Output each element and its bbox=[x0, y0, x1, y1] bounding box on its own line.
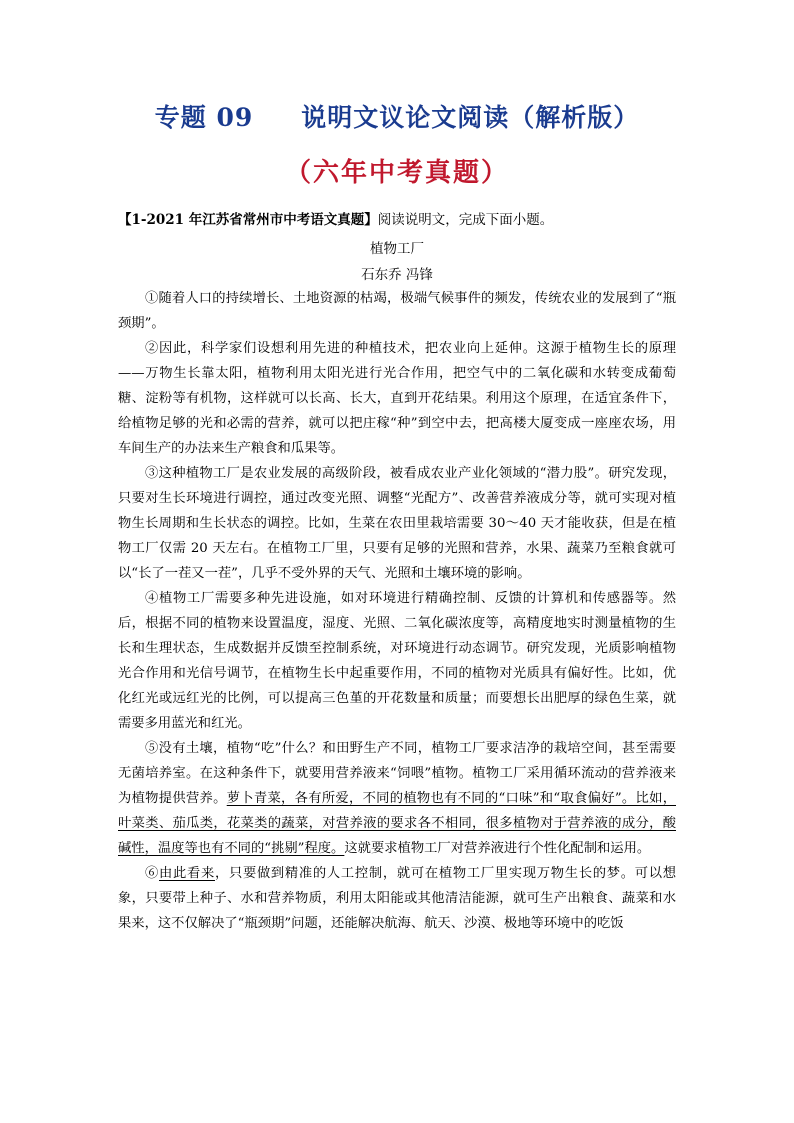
paragraph-5-underlined: 萝卜青菜，各有所爱，不同的植物也有不同的“口味”和“取食偏好”。比如，叶菜类、茄瓜类，花菜类的蔬菜，对营养液的要求各不相同，很多植物对于营养液的成分，酸碱性，温度等也有不同的“挑剔”程度。 bbox=[118, 791, 676, 856]
question-source: 【1-2021 年江苏省常州市中考语文真题】 bbox=[118, 212, 378, 228]
page-title bbox=[0, 98, 794, 134]
paragraph-6 bbox=[118, 861, 676, 936]
paragraph-2: ②因此，科学家们设想利用先进的种植技术，把农业向上延伸。这源于植物生长的原理——万物生长靠太阳，植物利用太阳光进行光合作用，把空气中的二氧化碳和水转变成葡萄糖、淀粉等有机物，这样就可以长高、长大，直到开花结果。利用这个原理，在适宜条件下，给植物足够的光和必需的营养，就可以把庄稼“种”到空中去，把高楼大厦变成一座座农场，用车间生产的办法来生产粮食和瓜果等。 bbox=[118, 341, 676, 456]
article-body bbox=[118, 286, 676, 936]
paragraph-3: ③这种植物工厂是农业发展的高级阶段，被看成农业产业化领域的“潜力股”。研究发现，只要对生长环境进行调控，通过改变光照、调整“光配方”、改善营养液成分等，就可实现对植物生长周期和生长状态的调控。比如，生菜在农田里栽培需要 30～40 天才能收获，但是在植物工厂仅需 20 天左右。在植物工厂里，只要有足够的光照和营养，水果、蔬菜乃至粮食就可以“长了一茬又一茬”，几乎不受外界的天气、光照和土壤环境的影响。 bbox=[118, 466, 676, 581]
paragraph-1: ①随着人口的持续增长、土地资源的枯竭，极端气候事件的频发，传统农业的发展到了“瓶颈期”。 bbox=[118, 291, 676, 331]
paragraph-6-text: ，只要做到精准的人工控制，就可在植物工厂里实现万物生长的梦。可以想象，只要带上种子、水和营养物质，利用太阳能或其他清洁能源，就可生产出粮食、蔬菜和水果来，这不仅解决了“瓶颈期”问题，还能解决航海、航天、沙漠、极地等环境中的吃饭 bbox=[118, 866, 677, 931]
article-authors: 石东乔 冯锋 bbox=[361, 267, 433, 283]
paragraph-5-tail: 这就要求植物工厂对营养液进行个性化配制和运用。 bbox=[344, 841, 651, 856]
paragraph-5-text: ⑤没有土壤，植物“吃”什么？和田野生产不同，植物工厂要求洁净的栽培空间，甚至需要无菌培养室。在这种条件下，就要用营养液来“饲喂”植物。植物工厂采用循环流动的营养液来为植物提供营养。 bbox=[118, 741, 676, 806]
title-topic-number: 专题 09 bbox=[154, 103, 254, 132]
page-subtitle: （六年中考真题） bbox=[284, 158, 509, 188]
title-topic-name: 说明文议论文阅读（解析版） bbox=[301, 103, 640, 132]
paragraph-4: ④植物工厂需要多种先进设施，如对环境进行精确控制、反馈的计算机和传感器等。然后，根据不同的植物来设置温度，湿度、光照、二氧化碳浓度等，高精度地实时测量植物的生长和生理状态，生成数据并反馈至控制系统，对环境进行动态调节。研究发现，光质影响植物光合作用和光信号调节，在植物生长中起重要作用，不同的植物对光质具有偏好性。比如，优化红光或远红光的比例，可以提高三色堇的开花数量和质量；而要想长出肥厚的绿色生菜，就需要多用蓝光和红光。 bbox=[118, 591, 676, 731]
question-intro bbox=[118, 210, 698, 230]
question-instruction: 阅读说明文，完成下面小题。 bbox=[377, 212, 554, 228]
article-title: 植物工厂 bbox=[370, 241, 424, 257]
paragraph-5 bbox=[118, 736, 676, 861]
paragraph-6-underlined: 由此看来 bbox=[159, 866, 215, 881]
paragraph-6-number: ⑥ bbox=[145, 866, 159, 881]
